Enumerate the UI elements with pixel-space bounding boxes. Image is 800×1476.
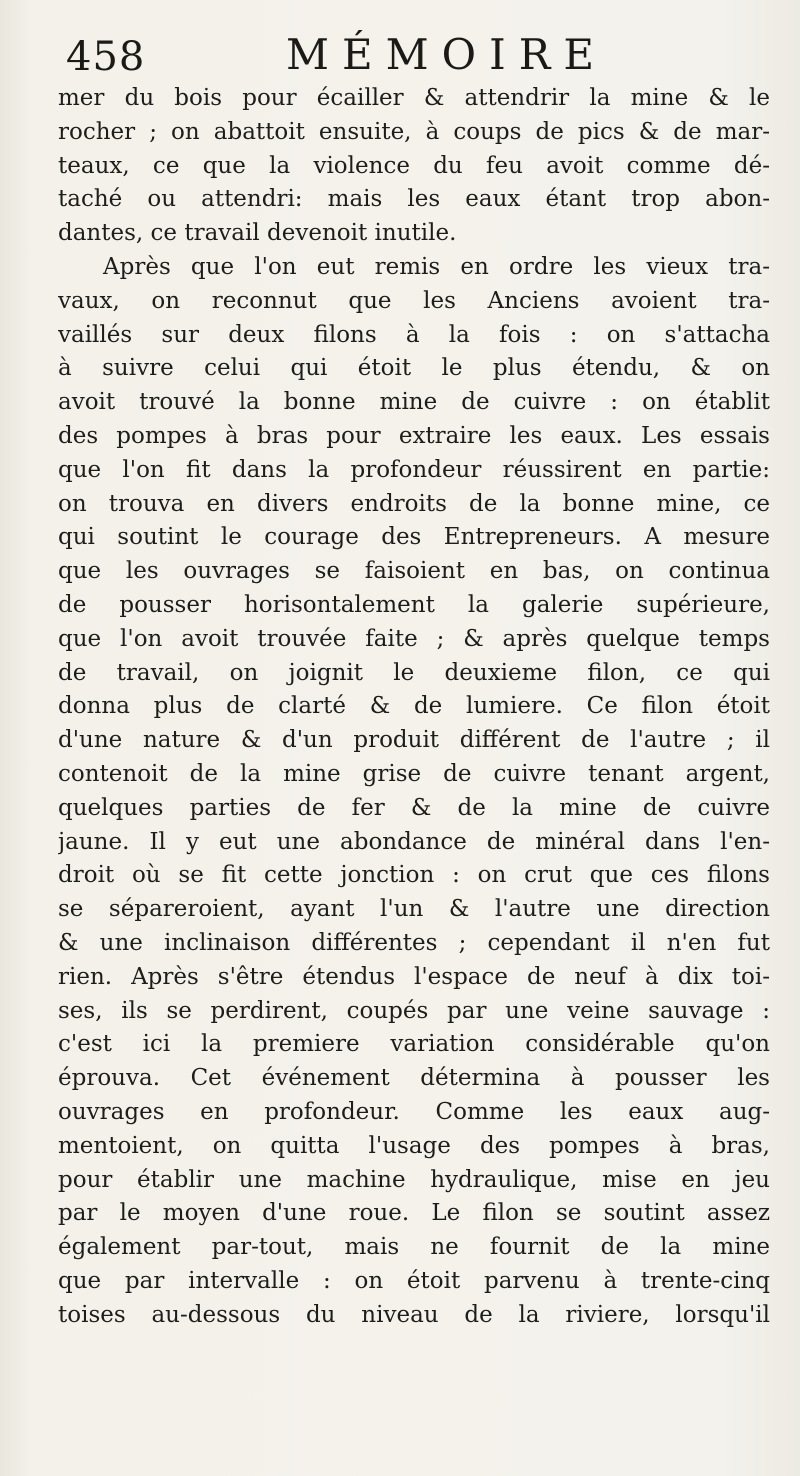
text-line: on trouva en divers endroits de la bonne mine, ce <box>58 490 770 517</box>
text-line: dantes, ce travail devenoit inutile. <box>58 220 457 247</box>
text-line: vaux, on reconnut que les Anciens avoient tra- <box>58 287 770 314</box>
text-line: que l'on fit dans la profondeur réussirent en partie: <box>58 456 770 483</box>
text-line: quelques parties de fer & de la mine de cuivre <box>58 794 770 821</box>
text-line: mer du bois pour écailler & attendrir la mine & le <box>58 85 770 111</box>
text-line: ses, ils se perdirent, coupés par une veine sauvage : <box>58 997 770 1024</box>
text-line: toises au-dessous du niveau de la riviere, lorsqu'il <box>58 1301 770 1328</box>
text-line: se sépareroient, ayant l'un & l'autre une direction <box>58 896 770 923</box>
body-text <box>58 82 770 1332</box>
text-line: taché ou attendri: mais les eaux étant trop abon- <box>58 186 770 213</box>
text-line: donna plus de clarté & de lumiere. Ce filon étoit <box>58 693 770 720</box>
text-line: & une inclinaison différentes ; cependant il n'en fut <box>58 929 770 956</box>
text-line: contenoit de la mine grise de cuivre tenant argent, <box>58 760 770 787</box>
text-line: ouvrages en profondeur. Comme les eaux aug- <box>58 1098 770 1125</box>
text-line: teaux, ce que la violence du feu avoit comme dé- <box>58 152 770 179</box>
text-line: que par intervalle : on étoit parvenu à trente-cinq <box>58 1267 770 1294</box>
text-line: également par-tout, mais ne fournit de la mine <box>58 1234 770 1261</box>
text-line: d'une nature & d'un produit différent de l'autre ; il <box>58 727 770 754</box>
text-line: avoit trouvé la bonne mine de cuivre : on établit <box>58 389 770 416</box>
text-line: pour établir une machine hydraulique, mise en jeu <box>58 1166 770 1193</box>
text-line: droit où se fit cette jonction : on crut que ces filons <box>58 862 770 889</box>
text-line: c'est ici la premiere variation considérable qu'on <box>58 1031 770 1058</box>
text-line: rien. Après s'être étendus l'espace de neuf à dix toi- <box>58 963 770 990</box>
text-line: mentoient, on quitta l'usage des pompes à bras, <box>58 1132 770 1159</box>
text-line: que l'on avoit trouvée faite ; & après quelque temps <box>58 625 770 652</box>
page-header <box>66 28 766 88</box>
text-line: à suivre celui qui étoit le plus étendu, & on <box>58 355 770 382</box>
text-line: des pompes à bras pour extraire les eaux. Les essais <box>58 422 770 449</box>
text-line: rocher ; on abattoit ensuite, à coups de pics & de mar- <box>58 118 770 145</box>
text-line: par le moyen d'une roue. Le filon se soutint assez <box>58 1200 770 1227</box>
text-line: qui soutint le courage des Entrepreneurs. A mesure <box>58 524 770 551</box>
text-line: vaillés sur deux filons à la fois : on s'attacha <box>58 321 770 348</box>
text-line: éprouva. Cet événement détermina à pousser les <box>58 1065 770 1092</box>
paragraph-first-line: Après que l'on eut remis en ordre les vieux tra- <box>103 253 770 280</box>
page-number: 458 <box>66 34 146 80</box>
text-line: de travail, on joignit le deuxieme filon, ce qui <box>58 659 770 686</box>
text-line: de pousser horisontalement la galerie supérieure, <box>58 591 770 618</box>
text-line: que les ouvrages se faisoient en bas, on continua <box>58 558 770 585</box>
running-title: MÉMOIRE <box>286 30 607 79</box>
text-line: jaune. Il y eut une abondance de minéral dans l'en- <box>58 828 770 855</box>
